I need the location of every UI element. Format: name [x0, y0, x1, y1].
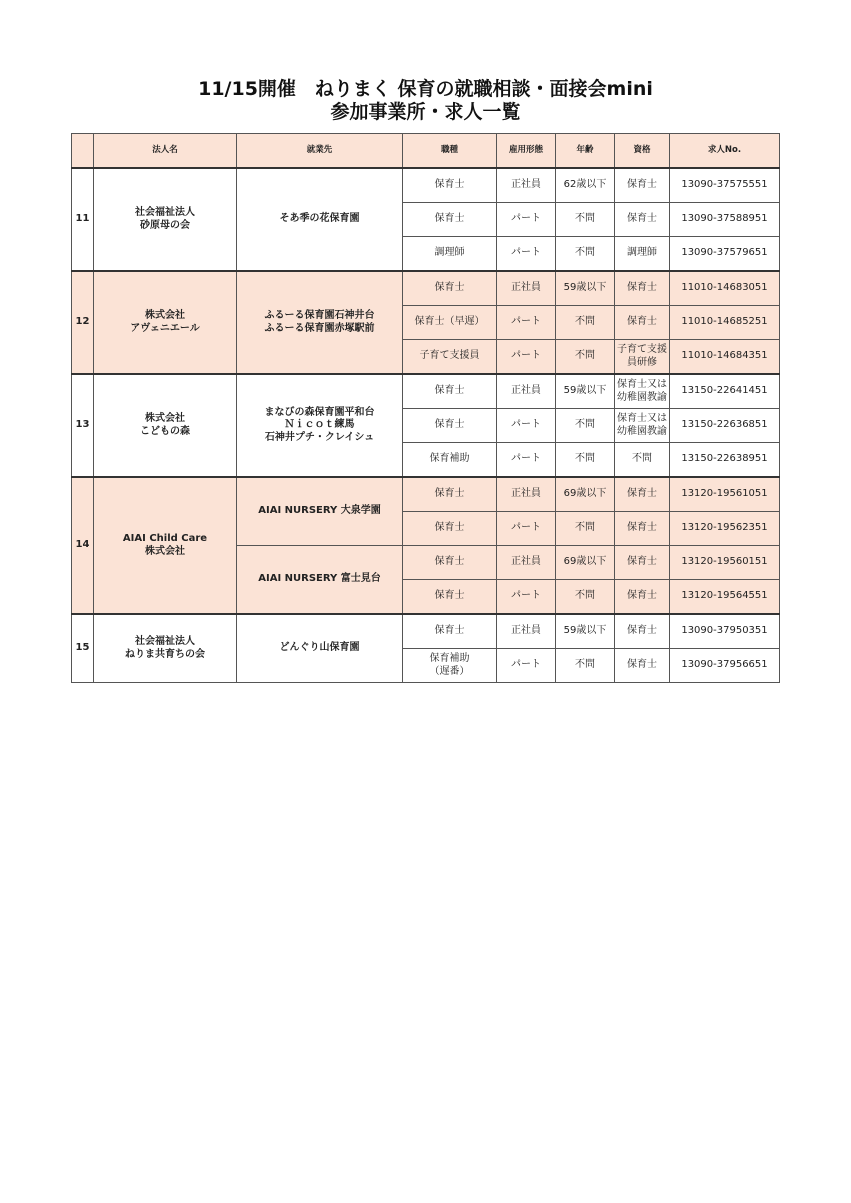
qualification: 保育士: [615, 580, 670, 615]
workplace-name: どんぐり山保育園: [237, 614, 403, 683]
header-workplace: 就業先: [237, 134, 403, 169]
job-number: 13150-22641451: [670, 374, 780, 409]
job-number: 11010-14684351: [670, 340, 780, 375]
job-number: 13090-37950351: [670, 614, 780, 649]
workplace-name: AIAI NURSERY 大泉学園: [237, 477, 403, 546]
employment-type: パート: [497, 443, 556, 478]
qualification: 保育士: [615, 306, 670, 340]
job-type: 保育士（早遅）: [403, 306, 497, 340]
job-type: 保育士: [403, 512, 497, 546]
job-number: 13090-37956651: [670, 649, 780, 683]
employment-type: 正社員: [497, 271, 556, 306]
entry-number: 15: [72, 614, 94, 683]
header-number: [72, 134, 94, 169]
job-type: 保育士: [403, 477, 497, 512]
employment-type: パート: [497, 237, 556, 272]
job-number: 13120-19562351: [670, 512, 780, 546]
age-limit: 不問: [556, 306, 615, 340]
employment-type: 正社員: [497, 546, 556, 580]
header-row: [72, 134, 780, 169]
corporation-name: 社会福祉法人 ねりま共育ちの会: [94, 614, 237, 683]
employment-type: 正社員: [497, 168, 556, 203]
employment-type: 正社員: [497, 374, 556, 409]
corporation-name: 社会福祉法人 砂原母の会: [94, 168, 237, 271]
corporation-name: 株式会社 こどもの森: [94, 374, 237, 477]
job-number: 13090-37575551: [670, 168, 780, 203]
employment-type: パート: [497, 306, 556, 340]
job-number: 11010-14685251: [670, 306, 780, 340]
qualification: 保育士: [615, 649, 670, 683]
qualification: 調理師: [615, 237, 670, 272]
job-number: 13120-19564551: [670, 580, 780, 615]
qualification: 保育士: [615, 168, 670, 203]
job-type: 保育士: [403, 374, 497, 409]
job-type: 調理師: [403, 237, 497, 272]
table-row: [72, 271, 780, 306]
employment-type: パート: [497, 512, 556, 546]
job-type: 保育士: [403, 614, 497, 649]
table-row: [72, 477, 780, 512]
job-number: 11010-14683051: [670, 271, 780, 306]
job-type: 保育補助: [403, 443, 497, 478]
job-type: 保育士: [403, 409, 497, 443]
job-number: 13090-37588951: [670, 203, 780, 237]
job-type: 保育士: [403, 168, 497, 203]
qualification: 保育士: [615, 546, 670, 580]
qualification: 保育士又は 幼稚園教諭: [615, 409, 670, 443]
page-title: 11/15開催 ねりまく 保育の就職相談・面接会mini: [198, 78, 653, 100]
entry-number: 11: [72, 168, 94, 271]
job-type: 保育士: [403, 271, 497, 306]
job-type: 保育補助 （遅番）: [403, 649, 497, 683]
age-limit: 不問: [556, 203, 615, 237]
table-row: [72, 614, 780, 649]
age-limit: 不問: [556, 443, 615, 478]
job-type: 保育士: [403, 546, 497, 580]
age-limit: 62歳以下: [556, 168, 615, 203]
workplace-name: まなびの森保育園平和台 Ｎｉｃｏｔ練馬 石神井プチ・クレイシュ: [237, 374, 403, 477]
job-number: 13150-22638951: [670, 443, 780, 478]
age-limit: 59歳以下: [556, 374, 615, 409]
header-job-type: 職種: [403, 134, 497, 169]
age-limit: 59歳以下: [556, 271, 615, 306]
qualification: 保育士: [615, 512, 670, 546]
job-number: 13150-22636851: [670, 409, 780, 443]
age-limit: 不問: [556, 649, 615, 683]
employment-type: パート: [497, 409, 556, 443]
job-type: 保育士: [403, 203, 497, 237]
age-limit: 不問: [556, 340, 615, 375]
qualification: 保育士: [615, 477, 670, 512]
job-type: 保育士: [403, 580, 497, 615]
job-number: 13120-19561051: [670, 477, 780, 512]
employment-type: パート: [497, 340, 556, 375]
job-type: 子育て支援員: [403, 340, 497, 375]
header-qualification: 資格: [615, 134, 670, 169]
table-row: [72, 168, 780, 203]
entry-number: 13: [72, 374, 94, 477]
job-number: 13120-19560151: [670, 546, 780, 580]
age-limit: 不問: [556, 409, 615, 443]
qualification: 保育士: [615, 271, 670, 306]
employment-type: パート: [497, 580, 556, 615]
workplace-name: そあ季の花保育園: [237, 168, 403, 271]
header-employment-type: 雇用形態: [497, 134, 556, 169]
qualification: 子育て支援 員研修: [615, 340, 670, 375]
header-corporation: 法人名: [94, 134, 237, 169]
qualification: 不問: [615, 443, 670, 478]
header-age: 年齢: [556, 134, 615, 169]
corporation-name: AIAI Child Care 株式会社: [94, 477, 237, 614]
page-subtitle: 参加事業所・求人一覧: [330, 101, 521, 123]
age-limit: 不問: [556, 237, 615, 272]
qualification: 保育士: [615, 203, 670, 237]
age-limit: 59歳以下: [556, 614, 615, 649]
employment-type: 正社員: [497, 614, 556, 649]
corporation-name: 株式会社 アヴェニエール: [94, 271, 237, 374]
header-job-number: 求人No.: [670, 134, 780, 169]
employment-type: パート: [497, 203, 556, 237]
employment-type: パート: [497, 649, 556, 683]
job-listing-table: [71, 133, 780, 683]
qualification: 保育士又は 幼稚園教諭: [615, 374, 670, 409]
age-limit: 69歳以下: [556, 477, 615, 512]
qualification: 保育士: [615, 614, 670, 649]
employment-type: 正社員: [497, 477, 556, 512]
age-limit: 不問: [556, 580, 615, 615]
age-limit: 不問: [556, 512, 615, 546]
table-row: [72, 374, 780, 409]
workplace-name: AIAI NURSERY 富士見台: [237, 546, 403, 615]
entry-number: 14: [72, 477, 94, 614]
job-number: 13090-37579651: [670, 237, 780, 272]
workplace-name: ふるーる保育園石神井台 ふるーる保育園赤塚駅前: [237, 271, 403, 374]
age-limit: 69歳以下: [556, 546, 615, 580]
entry-number: 12: [72, 271, 94, 374]
